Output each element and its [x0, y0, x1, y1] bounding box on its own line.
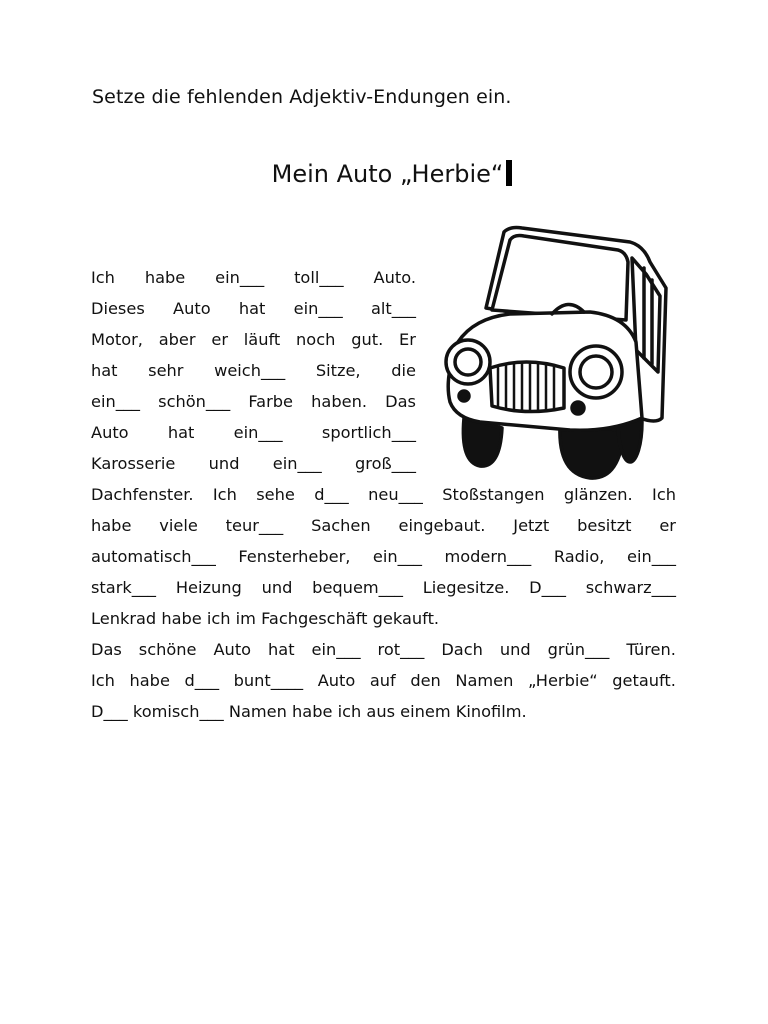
front-left-wheel: [560, 426, 624, 478]
text-word: Stoßstangen: [442, 485, 545, 504]
text-line: [91, 392, 416, 412]
text-word: ein___: [293, 299, 343, 318]
text-line: [91, 330, 416, 350]
text-word: Lenkrad habe ich im Fachgeschäft gekauft.: [91, 609, 440, 628]
text-word: besitzt: [577, 516, 632, 535]
text-line: [91, 547, 676, 567]
text-word: glänzen.: [563, 485, 633, 504]
text-word: eingebaut.: [398, 516, 486, 535]
text-word: Dachfenster.: [91, 485, 194, 504]
instruction-text: Setze die fehlenden Adjektiv-Endungen ein.: [92, 86, 512, 108]
text-word: d___: [184, 671, 220, 690]
text-word: Das: [91, 640, 122, 659]
text-word: Jetzt: [513, 516, 550, 535]
text-line: [91, 702, 676, 722]
text-word: sehr: [148, 361, 184, 380]
text-word: ein___: [215, 268, 265, 287]
text-word: Er: [399, 330, 416, 349]
text-word: die: [391, 361, 416, 380]
text-word: bequem___: [312, 578, 403, 597]
text-word: habe: [144, 268, 186, 287]
text-word: und: [261, 578, 293, 597]
text-line: [91, 578, 676, 598]
text-word: ein___: [311, 640, 361, 659]
text-word: weich___: [214, 361, 286, 380]
text-word: „Herbie“: [527, 671, 598, 690]
text-word: Das: [385, 392, 416, 411]
car-icon: [440, 222, 672, 484]
text-word: Dach: [441, 640, 483, 659]
text-word: automatisch___: [91, 547, 216, 566]
text-word: Liegesitze.: [422, 578, 510, 597]
text-cursor: [506, 160, 512, 186]
text-word: Karosserie: [91, 454, 176, 473]
text-word: Radio,: [553, 547, 605, 566]
text-word: sehe: [256, 485, 295, 504]
text-word: gut.: [351, 330, 384, 349]
text-word: ein___: [372, 547, 422, 566]
text-word: habe: [91, 516, 132, 535]
text-word: Namen: [455, 671, 514, 690]
text-line: [91, 423, 416, 443]
text-line: [91, 671, 676, 691]
text-line: [91, 609, 676, 629]
text-word: aber: [158, 330, 196, 349]
text-word: ein___: [626, 547, 676, 566]
text-word: hat: [238, 299, 266, 318]
worksheet-title-text: Mein Auto „Herbie“: [271, 160, 504, 188]
text-word: ein___: [272, 454, 322, 473]
text-word: er: [211, 330, 228, 349]
text-word: Heizung: [175, 578, 242, 597]
text-word: Motor,: [91, 330, 143, 349]
text-line: [91, 361, 416, 381]
text-word: hat: [268, 640, 295, 659]
text-word: schwarz___: [585, 578, 676, 597]
text-line: [91, 268, 416, 288]
title-container: [0, 160, 768, 188]
text-word: Ich: [652, 485, 676, 504]
text-word: den: [410, 671, 441, 690]
text-word: neu___: [368, 485, 423, 504]
text-word: ein___: [233, 423, 283, 442]
text-word: Auto.: [373, 268, 416, 287]
text-line: [91, 454, 416, 474]
text-word: teur___: [225, 516, 284, 535]
text-word: schöne: [138, 640, 197, 659]
text-word: D___ komisch___ Namen habe ich aus einem Kinofilm.: [91, 702, 527, 721]
text-word: grün___: [547, 640, 610, 659]
text-word: Ich: [212, 485, 237, 504]
text-word: getauft.: [612, 671, 676, 690]
text-word: läuft: [243, 330, 281, 349]
text-word: noch: [296, 330, 336, 349]
text-word: groß___: [355, 454, 416, 473]
text-word: stark___: [91, 578, 157, 597]
text-line: [91, 485, 676, 505]
text-word: und: [499, 640, 531, 659]
text-word: hat: [167, 423, 195, 442]
text-word: rot___: [377, 640, 425, 659]
text-word: hat: [91, 361, 118, 380]
text-word: und: [208, 454, 240, 473]
text-line: [91, 640, 676, 660]
text-word: Auto: [173, 299, 211, 318]
text-word: sportlich___: [321, 423, 416, 442]
text-word: modern___: [444, 547, 532, 566]
text-word: Auto: [91, 423, 129, 442]
text-word: D___: [529, 578, 566, 597]
text-word: viele: [159, 516, 198, 535]
text-word: auf: [369, 671, 396, 690]
text-word: er: [659, 516, 676, 535]
text-line: [91, 299, 416, 319]
text-word: Auto: [317, 671, 356, 690]
text-word: ein___: [91, 392, 140, 411]
worksheet-title: [256, 160, 513, 188]
text-word: habe: [129, 671, 170, 690]
rear-left-wheel: [463, 418, 502, 466]
text-line: [91, 516, 676, 536]
text-word: Farbe: [248, 392, 293, 411]
text-word: schön___: [158, 392, 231, 411]
text-word: Türen.: [626, 640, 676, 659]
text-word: Sitze,: [315, 361, 361, 380]
text-word: toll___: [294, 268, 344, 287]
text-word: Ich: [91, 671, 115, 690]
text-word: Sachen: [311, 516, 371, 535]
text-word: bunt____: [233, 671, 304, 690]
text-word: Auto: [213, 640, 252, 659]
text-word: Dieses: [91, 299, 145, 318]
text-word: d___: [314, 485, 349, 504]
text-word: alt___: [370, 299, 416, 318]
text-word: haben.: [311, 392, 367, 411]
text-word: Fensterheber,: [238, 547, 351, 566]
text-word: Ich: [91, 268, 115, 287]
